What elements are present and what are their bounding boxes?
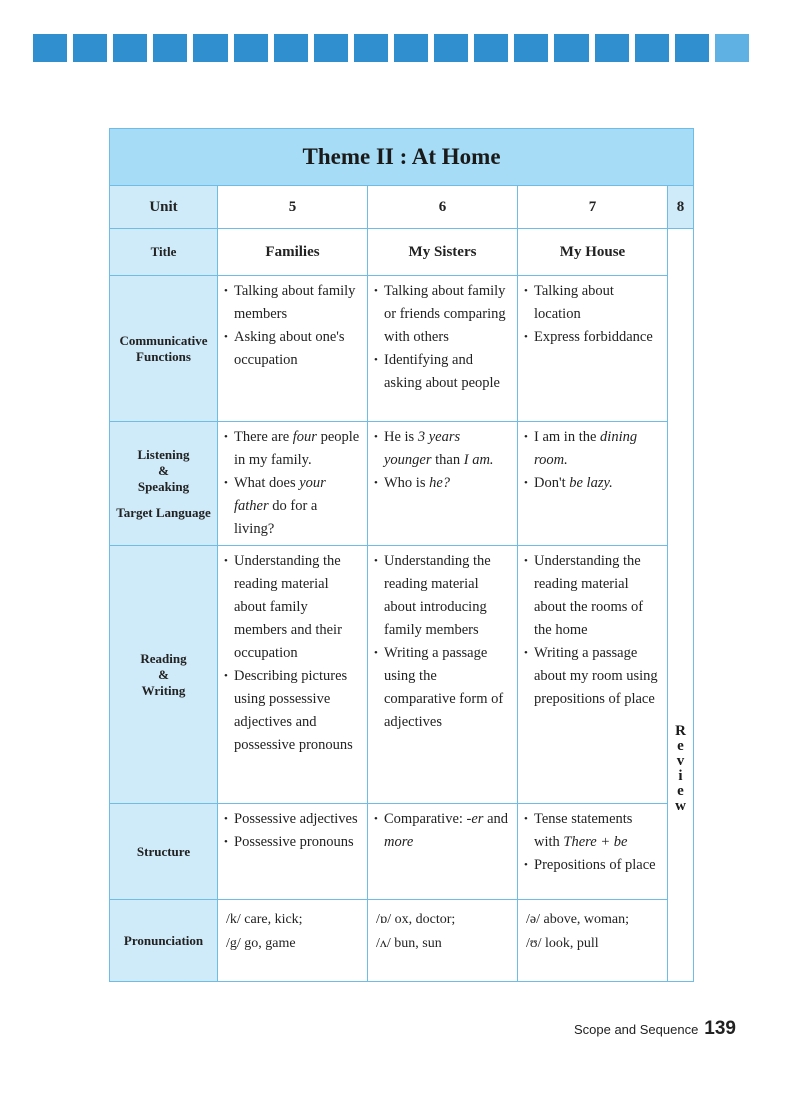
pronunciation-header: Pronunciation (110, 900, 218, 982)
page-footer (574, 1018, 736, 1040)
reading-row (110, 546, 694, 804)
footer-label: Scope and Sequence (573, 1022, 699, 1037)
bar-block (474, 34, 508, 62)
comm-cell-u7 (518, 276, 668, 422)
list-item: • Understanding the reading material about the rooms of the home (524, 553, 644, 638)
review-letter: e (677, 782, 684, 799)
communicative-header: Communicative Functions (110, 276, 218, 422)
listening-cell-u7 (518, 422, 668, 546)
unit-number: 6 (368, 186, 518, 229)
pronunciation-cell-u5: /k/ care, kick; /g/ go, game (218, 900, 368, 982)
listening-header: Listening & Speaking Target Language (110, 422, 218, 546)
unit-number: 7 (518, 186, 668, 229)
communicative-row (110, 276, 694, 422)
bar-block (274, 34, 308, 62)
list-item: • Asking about one's occupation (224, 329, 345, 368)
structure-header: Structure (110, 804, 218, 900)
unit-row (110, 186, 694, 229)
list-item: • There are four people in my family. (224, 429, 360, 468)
bar-block (113, 34, 147, 62)
list-item: • Possessive adjectives (224, 811, 358, 827)
list-item: • He is 3 years younger than I am. (374, 429, 494, 468)
list-item: • Comparative: -er and more (374, 811, 509, 850)
title-row (110, 229, 694, 276)
bar-block (715, 34, 749, 62)
theme-row (110, 129, 694, 186)
list-item: • Express forbiddance (524, 329, 653, 345)
list-item: • I am in the dining room. (524, 429, 638, 468)
bar-block (514, 34, 548, 62)
unit-title: My House (518, 229, 668, 276)
unit-header: Unit (110, 186, 218, 229)
bar-block (394, 34, 428, 62)
review-column (668, 229, 694, 982)
comm-cell-u5 (218, 276, 368, 422)
unit-title: Families (218, 229, 368, 276)
list-item: • Talking about location (524, 283, 614, 322)
bar-block (314, 34, 348, 62)
structure-cell-u5 (218, 804, 368, 900)
bar-block (153, 34, 187, 62)
scope-sequence-table (109, 128, 694, 982)
list-item: • Understanding the reading material about family members and their occupation (224, 553, 342, 661)
reading-header: Reading & Writing (110, 546, 218, 804)
list-item: • Talking about family members (224, 283, 356, 322)
structure-cell-u7 (518, 804, 668, 900)
bar-block (354, 34, 388, 62)
listening-cell-u6 (368, 422, 518, 546)
structure-row (110, 804, 694, 900)
bar-block (234, 34, 268, 62)
review-letter: i (678, 767, 683, 784)
theme-title: Theme II : At Home (110, 129, 694, 186)
list-item: • What does your father do for a living? (224, 475, 326, 537)
reading-cell-u7 (518, 546, 668, 804)
list-item: • Describing pictures using possessive adjectives and possessive pronouns (224, 668, 353, 753)
structure-cell-u6 (368, 804, 518, 900)
review-letter: R (675, 722, 686, 739)
unit-number: 8 (668, 186, 694, 229)
list-item: • Writing a passage about my room using prepositions of place (524, 645, 658, 707)
listening-cell-u5 (218, 422, 368, 546)
title-header: Title (110, 229, 218, 276)
comm-cell-u6 (368, 276, 518, 422)
bar-block (595, 34, 629, 62)
bar-block (73, 34, 107, 62)
list-item: • Talking about family or friends comparing with others (374, 283, 506, 345)
list-item: • Identifying and asking about people (374, 352, 500, 391)
review-label (674, 724, 688, 814)
bar-block (675, 34, 709, 62)
bar-block (635, 34, 669, 62)
pronunciation-row (110, 900, 694, 982)
bar-block (33, 34, 67, 62)
list-item: • Understanding the reading material about introducing family members (374, 553, 491, 638)
review-letter: e (677, 737, 684, 754)
list-item: • Don't be lazy. (524, 475, 613, 491)
list-item: • Possessive pronouns (224, 834, 354, 850)
list-item: • Who is he? (374, 475, 451, 491)
unit-title: My Sisters (368, 229, 518, 276)
review-letter: v (676, 752, 685, 769)
unit-number: 5 (218, 186, 368, 229)
pronunciation-cell-u6: /ɒ/ ox, doctor; /ʌ/ bun, sun (368, 900, 518, 982)
listening-row (110, 422, 694, 546)
bar-block (193, 34, 227, 62)
list-item: • Prepositions of place (524, 857, 656, 873)
reading-cell-u6 (368, 546, 518, 804)
page-number: 139 (704, 1018, 736, 1039)
pronunciation-cell-u7: /ə/ above, woman; /ʊ/ look, pull (518, 900, 668, 982)
list-item: • Tense statements with There + be (524, 811, 633, 850)
list-item: • Writing a passage using the comparative form of adjectives (374, 645, 504, 730)
bar-block (554, 34, 588, 62)
header-decoration-bar (33, 34, 749, 62)
reading-cell-u5 (218, 546, 368, 804)
bar-block (434, 34, 468, 62)
review-letter: w (675, 797, 686, 814)
